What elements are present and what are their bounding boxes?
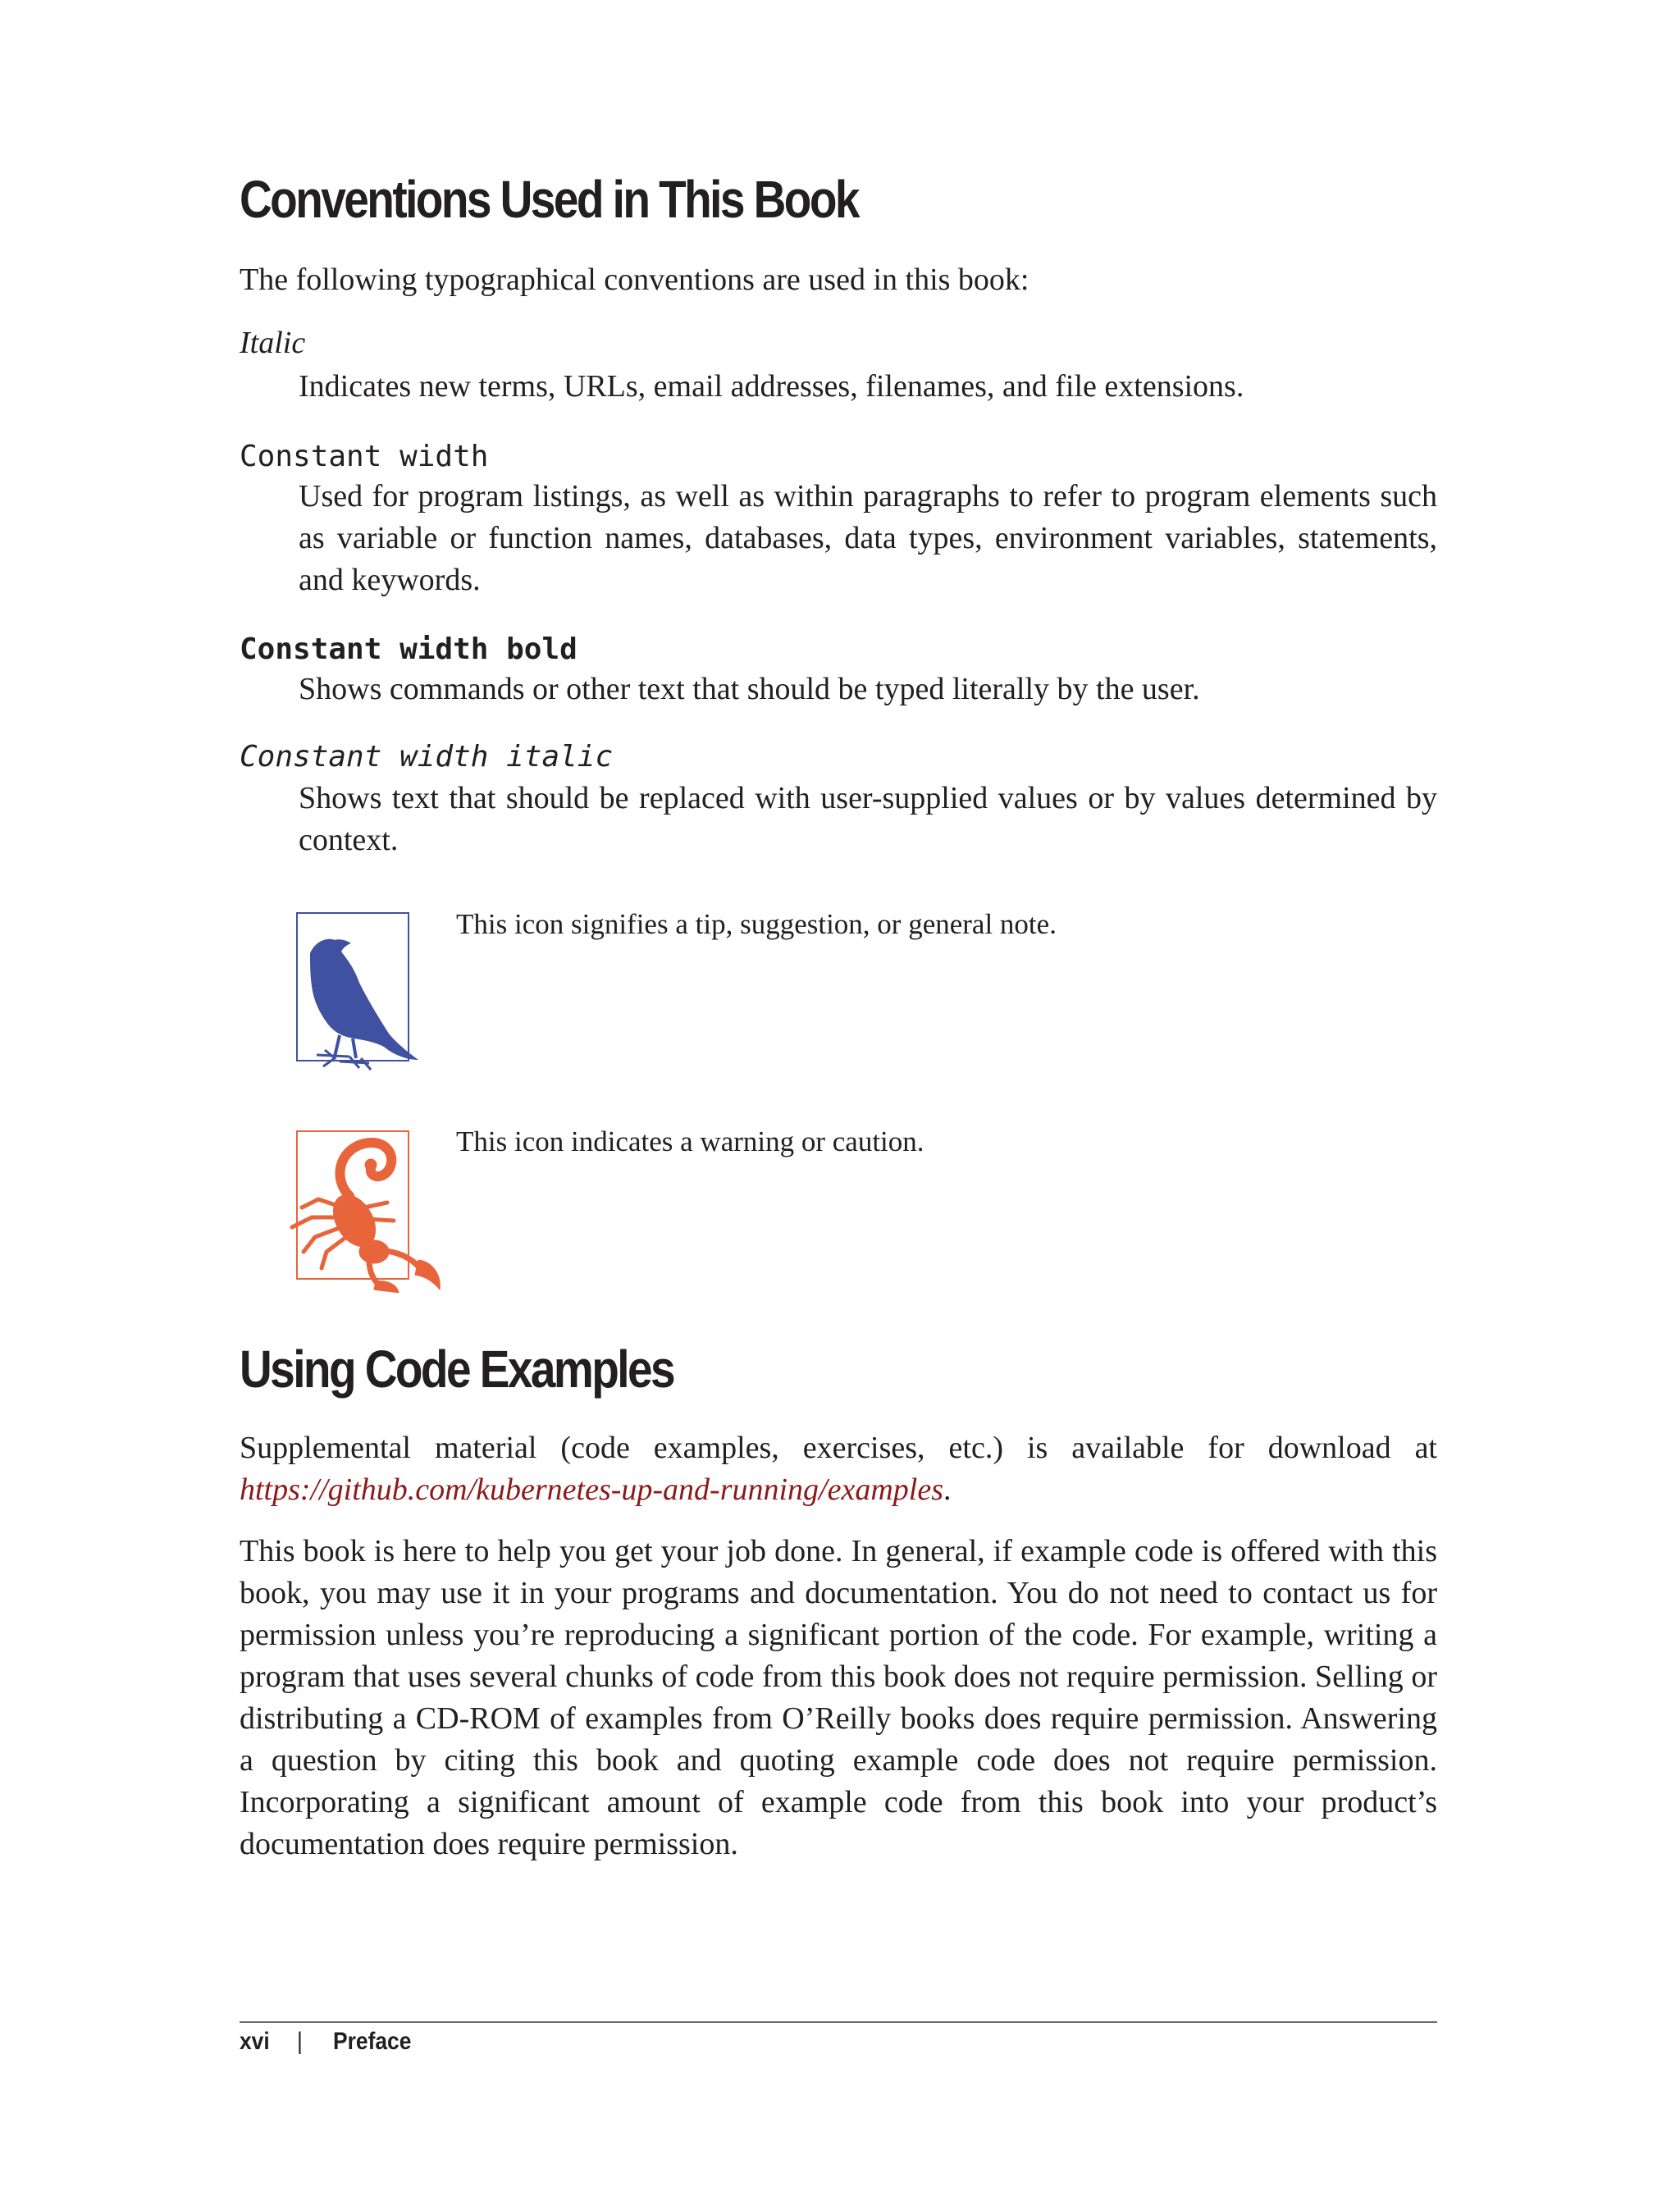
term-constant-width-italic: Constant width italic <box>240 740 614 774</box>
term-constant-width: Constant width <box>240 440 489 473</box>
desc-constant-width: Used for program listings, as well as within paragraphs to refer to program elements such as variable or function names, databases, data types, environment variables, statements, and keywords. <box>299 479 1437 597</box>
footer-rule <box>240 2021 1437 2023</box>
crow-tip-icon <box>292 911 423 1075</box>
footer-separator: | <box>297 2028 303 2055</box>
footer-page-number: xvi <box>240 2028 270 2055</box>
code-examples-paragraph-2: This book is here to help you get your job done. In general, if example code is offered with this book, you may use it in your programs and documentation. You do not need to contact us for permission unless you’re reproducing a significant portion of the code. For example, writing a program that uses several chunks of code from this book does not require permission. Selling or distributing a CD-ROM of examples from O’Reilly books does require permission. Answering a question by citing this book and quoting example code does not require permission. Incorporating a significant amount of example code from this book into your product’s documentation does require permission. <box>240 1534 1437 1861</box>
tip-note-text: This icon signifies a tip, suggestion, or general note. <box>456 908 1057 940</box>
download-text: Supplemental material (code examples, exercises, etc.) is available for download at <box>240 1431 1437 1465</box>
section-title-code-examples: Using Code Examples <box>240 1340 674 1399</box>
term-italic: Italic <box>240 326 306 360</box>
desc-constant-width-italic: Shows text that should be replaced with user-supplied values or by values determined by context. <box>299 781 1437 857</box>
conventions-intro: The following typographical conventions are used in this book: <box>240 262 1029 297</box>
section-title-conventions: Conventions Used in This Book <box>240 170 858 229</box>
code-examples-paragraph-1 <box>240 1427 1437 1511</box>
period: . <box>943 1472 952 1507</box>
desc-italic: Indicates new terms, URLs, email addresses, filenames, and file extensions. <box>299 369 1244 404</box>
warning-note-text: This icon indicates a warning or caution. <box>456 1125 924 1157</box>
term-constant-width-bold: Constant width bold <box>240 632 578 666</box>
scorpion-warning-icon <box>274 1129 446 1293</box>
footer-section: Preface <box>333 2028 412 2055</box>
examples-link[interactable]: https://github.com/kubernetes-up-and-running/examples <box>240 1472 944 1507</box>
desc-constant-width-bold: Shows commands or other text that should be typed literally by the user. <box>299 672 1200 706</box>
